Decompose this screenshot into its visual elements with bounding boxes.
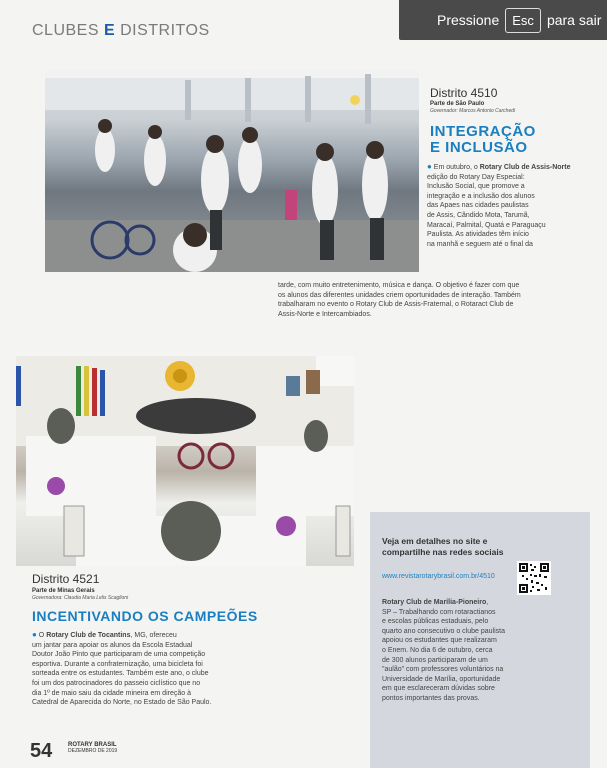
article2-line: um jantar para apoiar os alunos da Escola Estadual: [32, 641, 193, 649]
article1-col-line: integração e a inclusão dos alunos: [427, 192, 535, 200]
bullet-icon: ●: [427, 162, 432, 171]
article2-line: sorteada entre os estudantes. Também este ano, o clube: [32, 670, 209, 678]
footer-brand: [68, 742, 117, 754]
article2-club-name: Rotary Club de Tocantins: [46, 632, 131, 639]
dinner-photo-illustration: [16, 356, 354, 566]
sidebar-line: pontos importantes das provas.: [382, 694, 480, 702]
article1-column-text: [427, 162, 595, 249]
sidebar-line: o Enem. No dia 6 de outubro, cerca: [382, 646, 493, 654]
article1-col-line: das Apaes nas cidades paulistas: [427, 202, 529, 210]
sidebar-line: e escolas públicas estaduais, pelo: [382, 618, 489, 626]
article2-line: esportiva. Durante a confraternização, uma bicicleta foi: [32, 660, 203, 668]
hint-after: para sair: [546, 12, 602, 28]
sidebar-line: de 300 alunos participaram de um: [382, 656, 488, 664]
district-4521-region: Parte de Minas Gerais: [32, 588, 95, 594]
crowd-photo-illustration: [45, 70, 419, 272]
district-4510-region: Parte de São Paulo: [430, 101, 485, 107]
article2-lines: [32, 641, 362, 708]
footer-date: DEZEMBRO DE 2019: [68, 748, 118, 754]
event-photo-dinner: [16, 356, 354, 566]
headline-integracao: [430, 124, 536, 156]
section-header: [32, 22, 210, 40]
sidebar-line: "aulão" com professores voluntários na: [382, 666, 504, 674]
article1-wide-line: tarde, com muito entretenimento, música e dança. O objetivo é fazer com que: [278, 282, 520, 289]
sidebar-club-line: Rotary Club de Marília-Pioneiro,: [382, 599, 489, 606]
hint-before: Pressione: [437, 12, 500, 28]
sidebar-line: em que esclareceram dúvidas sobre: [382, 685, 495, 693]
event-photo-inclusion: [45, 70, 419, 272]
footer-magazine: ROTARY BRASIL: [68, 742, 117, 748]
sidebar-text: [382, 598, 522, 704]
article2-first-line: [32, 630, 362, 641]
article1-wide-line: os alunos das diferentes unidades criem oportunidades de interação. Também: [278, 291, 521, 299]
article1-col-line: Paulista. As atividades têm início: [427, 231, 529, 239]
sidebar-title-line2: compartilhe nas redes sociais: [382, 547, 504, 557]
article1-club-name: Rotary Club de Assis-Norte: [479, 164, 571, 171]
sidebar-title: [382, 536, 503, 558]
article1-col-line: edição do Rotary Day Especial:: [427, 173, 525, 181]
article2-line: foi um dos patrocinadores do passeio ciclístico que no: [32, 679, 201, 687]
district-4521-title: Distrito 4521: [32, 572, 100, 586]
article2-line: dia 1º de maio saiu da cidade mineira em direção à: [32, 689, 191, 697]
article2-text: [32, 630, 362, 708]
article2-first-rest: , MG, ofereceu: [130, 632, 177, 639]
district-4510-title: Distrito 4510: [430, 86, 498, 100]
sidebar-title-line1: Veja em detalhes no site e: [382, 536, 488, 546]
sidebar-line: SP – Trabalhando com rotaractianos: [382, 608, 496, 616]
article1-first-line: [427, 162, 595, 173]
sidebar-lines: [382, 608, 522, 704]
district-4521-governor: Governadora: Claudia Maria Lelis Scaglioni: [32, 595, 129, 601]
qr-code-icon[interactable]: [517, 561, 551, 595]
article1-col-line: na manhã e seguem até o final da: [427, 240, 533, 248]
article1-wide-line: trabalharam no evento o Rotary Club de Assis-Fraternal, o Rotaract Club de: [278, 301, 514, 309]
sidebar-line: quarto ano consecutivo o clube paulista: [382, 627, 505, 635]
headline-incentivando: INCENTIVANDO OS CAMPEÕES: [32, 608, 258, 624]
header-clubes: CLUBES: [32, 22, 100, 39]
article1-col-line: Maracaí, Palmital, Quatá e Paraguaçu: [427, 221, 546, 229]
article2-line: Doutor João Pinto que participaram de uma competição: [32, 651, 206, 659]
esc-key[interactable]: Esc: [505, 8, 541, 33]
article2-lead: O: [38, 632, 45, 639]
article1-col-lines: [427, 173, 595, 250]
article1-col-line: de Assis, Cândido Mota, Tarumã,: [427, 211, 530, 219]
qr-code-graphic: [519, 563, 549, 593]
article1-wide-text: [278, 281, 598, 319]
sidebar-line: Universidade de Marília, oportunidade: [382, 675, 501, 683]
header-distritos: DISTRITOS: [120, 22, 210, 39]
fullscreen-exit-hint[interactable]: [399, 0, 607, 40]
headline-line2: E INCLUSÃO: [430, 139, 528, 156]
sidebar-line: apoiou os estudantes que realizaram: [382, 637, 497, 645]
header-e: E: [103, 22, 116, 39]
bullet-icon: ●: [32, 630, 37, 639]
sidebar-club-name: Rotary Club de Marília-Pioneiro: [382, 599, 487, 606]
article1-col-line: Inclusão Social, que promove a: [427, 183, 525, 191]
sidebar-url-link[interactable]: www.revistarotarybrasil.com.br/4510: [382, 573, 495, 580]
district-4510-governor: Governador: Marcos Antonio Carchedi: [430, 108, 516, 114]
headline-line1: INTEGRAÇÃO: [430, 123, 536, 140]
article2-line: Catedral de Aparecida do Norte, no Estado de São Paulo.: [32, 699, 212, 707]
article1-wide-line: Assis-Norte e Intercambiados.: [278, 310, 372, 318]
page-number: 54: [30, 740, 53, 762]
article1-lead: Em outubro, o: [433, 164, 478, 171]
